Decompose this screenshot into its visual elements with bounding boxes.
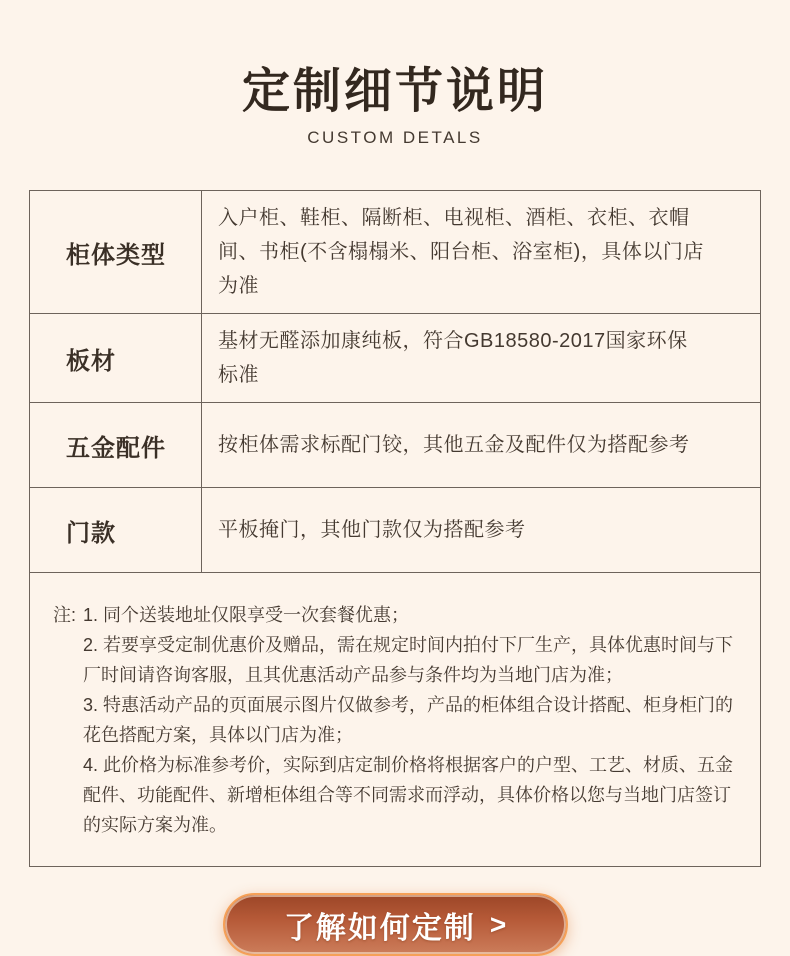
spec-label-board: 板材 [30, 314, 202, 402]
page-title: 定制细节说明 [241, 65, 548, 118]
note-item: 1. 同个送装地址仅限享受一次套餐优惠； [83, 605, 410, 626]
cta-label: 了解如何定制 [283, 911, 476, 945]
chevron-right-icon: > [489, 908, 507, 940]
notes-prefix: 注: [53, 605, 77, 626]
note-item: 3. 特惠活动产品的页面展示图片仅做参考，产品的柜体组合设计搭配、柜身柜门的花色搭配方案，具体以门店为准； [83, 695, 734, 746]
spec-value-cabinet-type: 入户柜、鞋柜、隔断柜、电视柜、酒柜、衣柜、衣帽间、书柜(不含榻榻米、阳台柜、浴室柜)，具体以门店为准 [218, 207, 704, 298]
cta-area [0, 893, 790, 956]
page-subtitle: CUSTOM DETALS [307, 128, 483, 148]
note-item: 2. 若要享受定制优惠价及赠品，需在规定时间内拍付下厂生产，具体优惠时间与下厂时间请咨询客服，且其优惠活动产品参与条件均为当地门店为准； [83, 635, 734, 686]
notes-block [30, 573, 760, 866]
table-row [30, 191, 760, 314]
spec-value-door-style: 平板掩门，其他门款仅为搭配参考 [218, 519, 526, 542]
spec-label-cabinet-type: 柜体类型 [30, 191, 202, 313]
section-header [0, 64, 790, 148]
spec-table [29, 190, 761, 867]
spec-label-door-style: 门款 [30, 488, 202, 572]
table-row [30, 403, 760, 488]
spec-label-hardware: 五金配件 [30, 403, 202, 487]
table-row [30, 488, 760, 573]
note-item: 4. 此价格为标准参考价，实际到店定制价格将根据客户的户型、工艺、材质、五金配件、功能配件、新增柜体组合等不同需求而浮动，具体价格以您与当地门店签订的实际方案为准。 [83, 755, 734, 836]
notes-list [83, 600, 734, 840]
spec-value-hardware: 按柜体需求标配门铰，其他五金及配件仅为搭配参考 [218, 434, 690, 457]
spec-value-board: 基材无醛添加康纯板，符合GB18580-2017国家环保标准 [218, 330, 688, 387]
learn-how-to-customize-button[interactable] [223, 893, 568, 956]
table-row [30, 314, 760, 403]
